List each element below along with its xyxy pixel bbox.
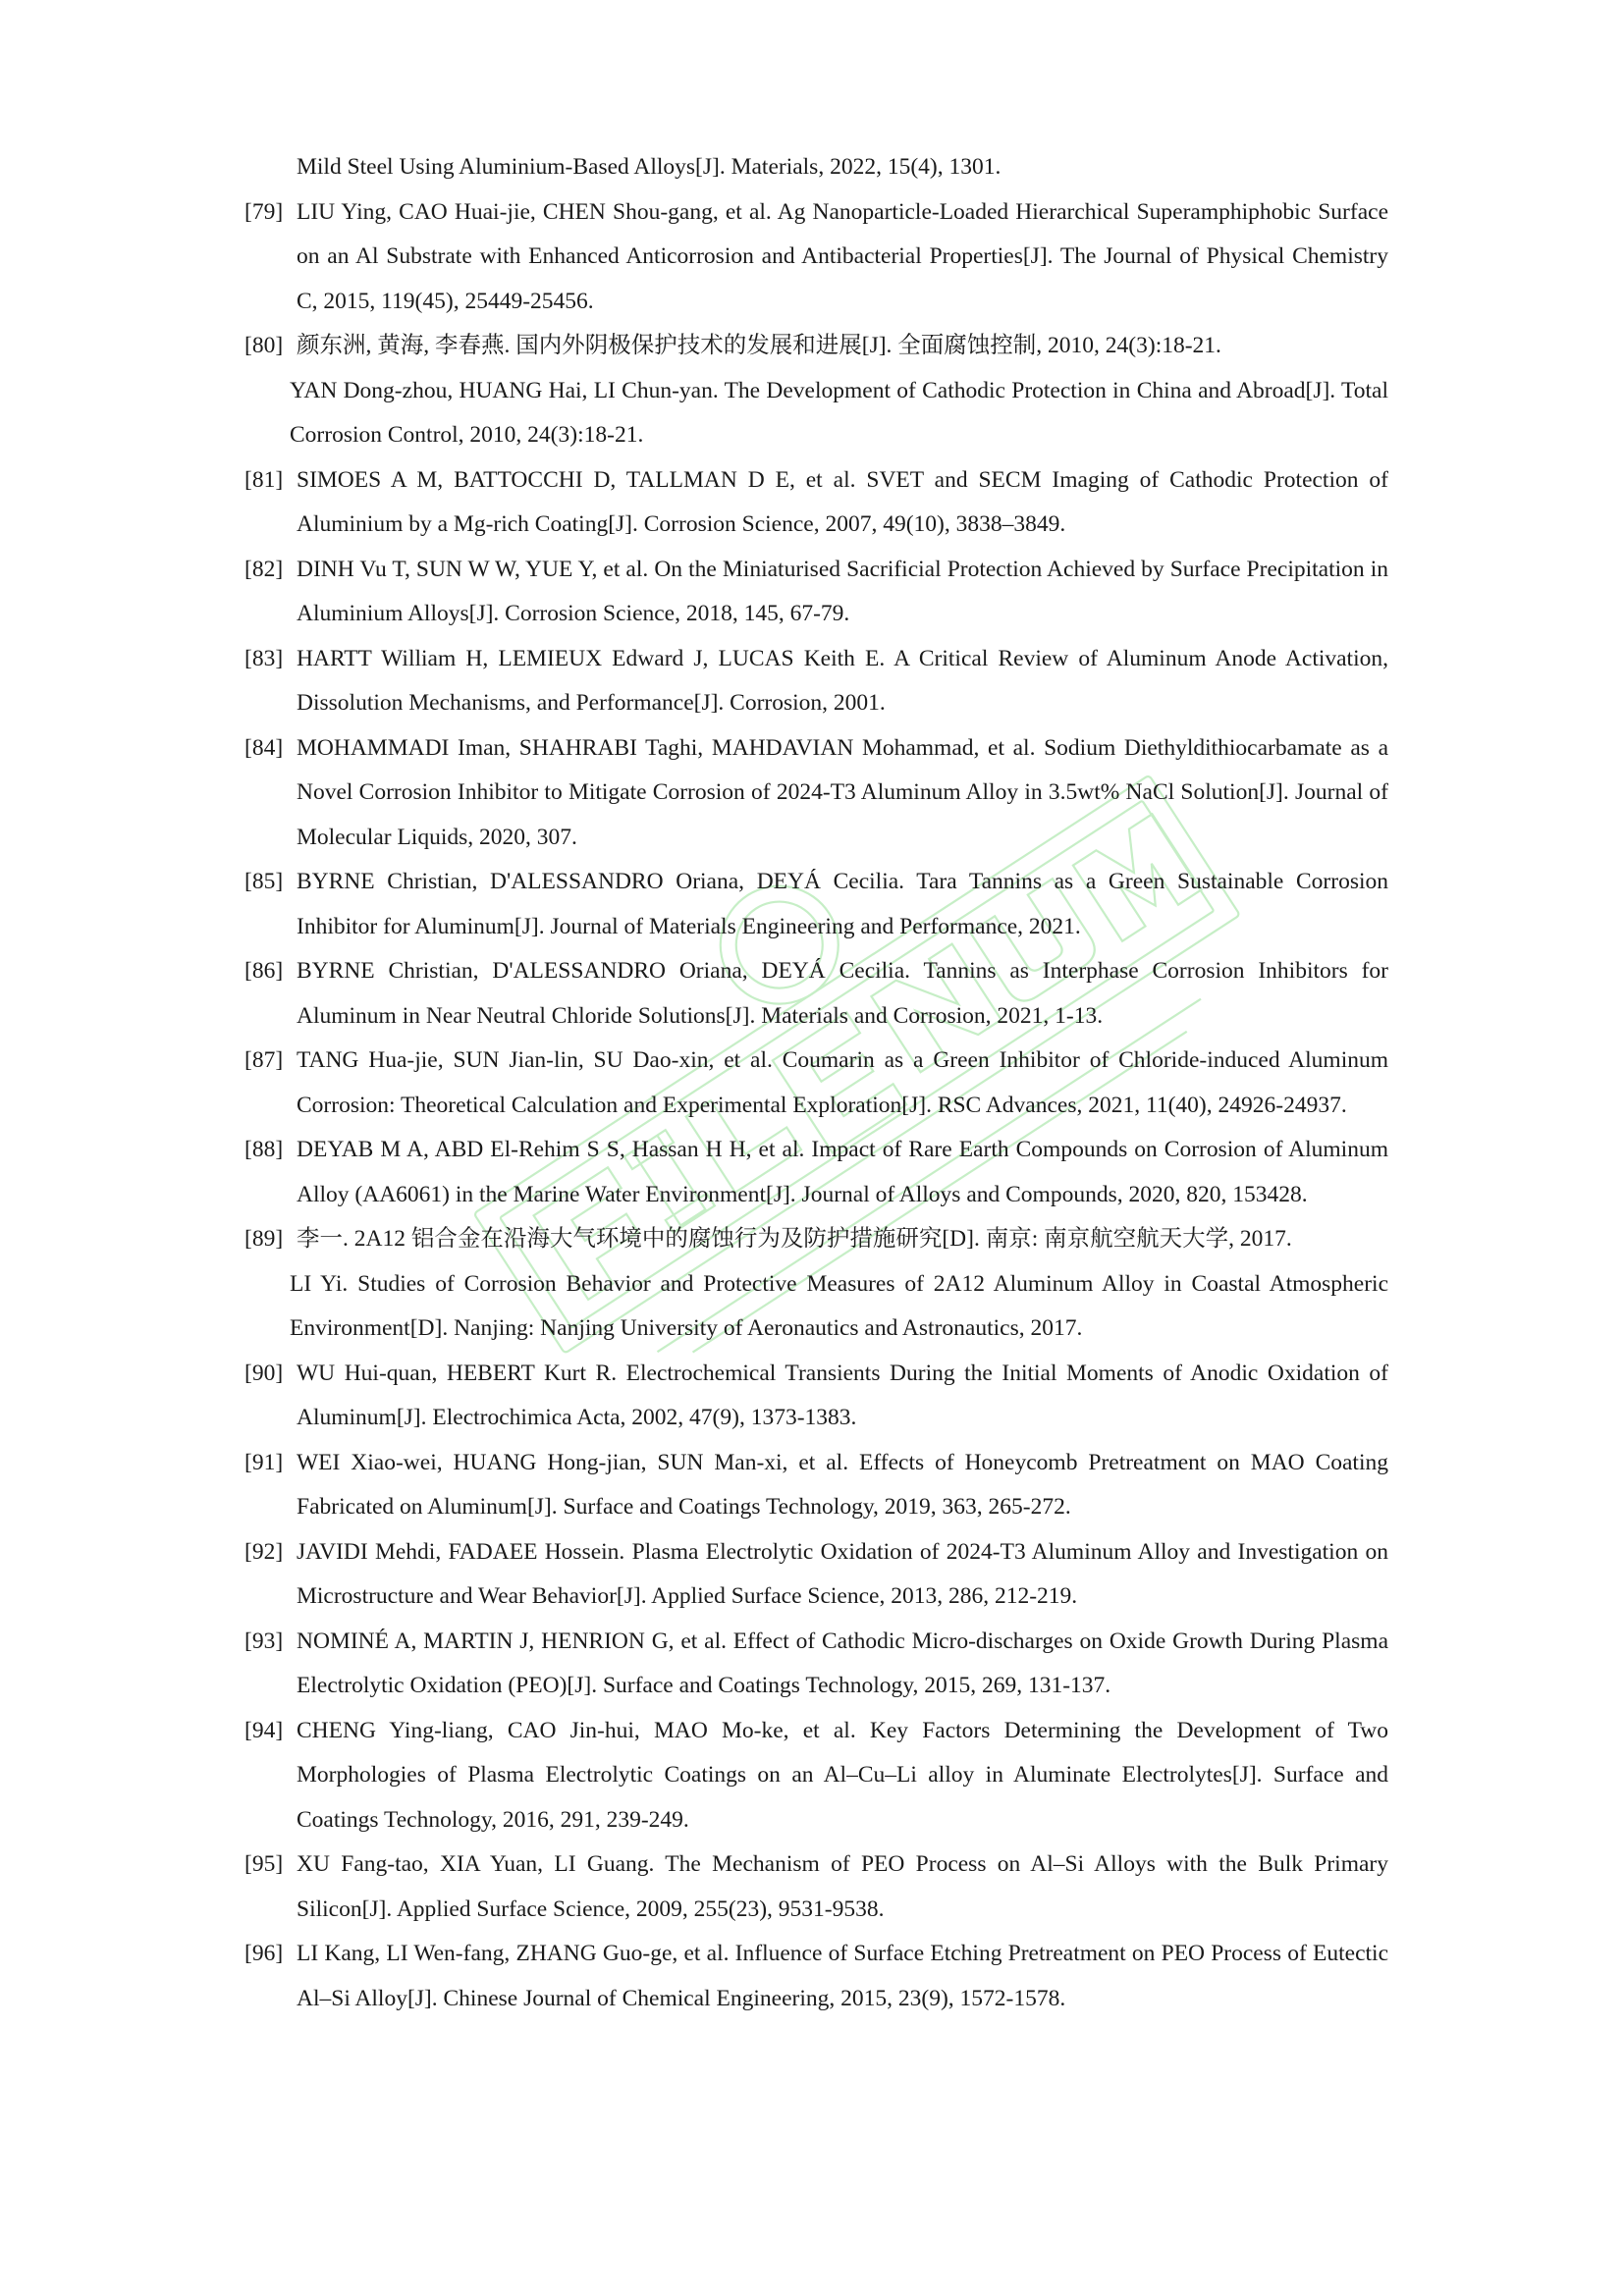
reference-text: DINH Vu T, SUN W W, YUE Y, et al. On the Miniaturised Sacrificial Protection Achieved by Surface Precipitation in Aluminium Alloys[J]. Corrosion Science, 2018, 145, 67-79. <box>297 556 1388 626</box>
reference-number: [89] <box>244 1226 284 1252</box>
reference-item <box>244 1620 1388 1709</box>
reference-number: [87] <box>244 1047 284 1073</box>
reference-text: NOMINÉ A, MARTIN J, HENRION G, et al. Effect of Cathodic Micro-discharges on Oxide Growth During Plasma Electrolytic Oxidation (PEO)[J]. Surface and Coatings Technology, 2015, 269, 131-137. <box>297 1628 1388 1698</box>
reference-continuation <box>244 145 1388 190</box>
reference-number: [83] <box>244 645 284 671</box>
reference-item <box>244 1530 1388 1620</box>
reference-item <box>244 458 1388 548</box>
reference-number: [94] <box>244 1717 284 1743</box>
reference-item <box>244 1039 1388 1128</box>
reference-item <box>244 860 1388 949</box>
reference-item <box>244 1352 1388 1441</box>
reference-text: CHENG Ying-liang, CAO Jin-hui, MAO Mo-ke, et al. Key Factors Determining the Development of Two Morphologies of Plasma Electrolytic Coatings on an Al–Cu–Li alloy in Aluminate Electrolytes[J]. Surface and Coatings Technology, 2016, 291, 239-249. <box>297 1717 1388 1833</box>
reference-number: [81] <box>244 466 284 493</box>
reference-text: MOHAMMADI Iman, SHAHRABI Taghi, MAHDAVIAN Mohammad, et al. Sodium Diethyldithiocarbamate as a Novel Corrosion Inhibitor to Mitigate Corrosion of 2024-T3 Aluminum Alloy in 3.5wt% NaCl Solution[J]. Journal of Molecular Liquids, 2020, 307. <box>297 734 1388 850</box>
reference-number: [82] <box>244 556 284 582</box>
reference-text: LIU Ying, CAO Huai-jie, CHEN Shou-gang, et al. Ag Nanoparticle-Loaded Hierarchical Superamphiphobic Surface on an Al Substrate with Enhanced Anticorrosion and Antibacterial Properties[J]. The Journal of Physical Chemistry C, 2015, 119(45), 25449-25456. <box>297 198 1388 314</box>
reference-translation: LI Yi. Studies of Corrosion Behavior and Protective Measures of 2A12 Aluminum Alloy in Coastal Atmospheric Environment[D]. Nanjing: Nanjing University of Aeronautics and Astronautics, 2017. <box>290 1270 1388 1341</box>
reference-number: [88] <box>244 1137 284 1162</box>
reference-text: Mild Steel Using Aluminium-Based Alloys[J]. Materials, 2022, 15(4), 1301. <box>297 154 1001 180</box>
reference-item <box>244 1128 1388 1217</box>
reference-text: XU Fang-tao, XIA Yuan, LI Guang. The Mechanism of PEO Process on Al–Si Alloys with the Bulk Primary Silicon[J]. Applied Surface Science, 2009, 255(23), 9531-9538. <box>297 1851 1388 1922</box>
reference-number: [86] <box>244 958 284 984</box>
reference-number: [79] <box>244 198 284 225</box>
reference-text: DEYAB M A, ABD El-Rehim S S, Hassan H H, et al. Impact of Rare Earth Compounds on Corrosion of Aluminum Alloy (AA6061) in the Marine Water Environment[J]. Journal of Alloys and Compounds, 2020, 820, 153428. <box>297 1137 1388 1207</box>
reference-number: [85] <box>244 869 284 894</box>
reference-text: JAVIDI Mehdi, FADAEE Hossein. Plasma Electrolytic Oxidation of 2024-T3 Aluminum Alloy and Investigation on Microstructure and Wear Behavior[J]. Applied Surface Science, 2013, 286, 212-219. <box>297 1538 1388 1609</box>
reference-item <box>244 548 1388 637</box>
reference-text: BYRNE Christian, D'ALESSANDRO Oriana, DEYÁ Cecilia. Tara Tannins as a Green Sustainable Corrosion Inhibitor for Aluminum[J]. Journal of Materials Engineering and Performance, 2021. <box>297 869 1388 939</box>
reference-number: [91] <box>244 1449 284 1475</box>
reference-list <box>244 145 1388 2021</box>
reference-item <box>244 324 1388 458</box>
reference-text: WEI Xiao-wei, HUANG Hong-jian, SUN Man-xi, et al. Effects of Honeycomb Pretreatment on MAO Coating Fabricated on Aluminum[J]. Surface and Coatings Technology, 2019, 363, 265-272. <box>297 1449 1388 1520</box>
reference-text: WU Hui-quan, HEBERT Kurt R. Electrochemical Transients During the Initial Moments of Anodic Oxidation of Aluminum[J]. Electrochimica Acta, 2002, 47(9), 1373-1383. <box>297 1360 1388 1430</box>
reference-item <box>244 1709 1388 1843</box>
reference-text: SIMOES A M, BATTOCCHI D, TALLMAN D E, et al. SVET and SECM Imaging of Cathodic Protection of Aluminium by a Mg-rich Coating[J]. Corrosion Science, 2007, 49(10), 3838–3849. <box>297 466 1388 537</box>
reference-number: [93] <box>244 1628 284 1654</box>
reference-item <box>244 949 1388 1039</box>
reference-translation: YAN Dong-zhou, HUANG Hai, LI Chun-yan. The Development of Cathodic Protection in China and Abroad[J]. Total Corrosion Control, 2010, 24(3):18-21. <box>290 377 1388 448</box>
reference-number: [96] <box>244 1941 284 1966</box>
reference-item <box>244 637 1388 726</box>
reference-item <box>244 726 1388 861</box>
reference-item <box>244 1441 1388 1530</box>
reference-item <box>244 1842 1388 1932</box>
reference-text: LI Kang, LI Wen-fang, ZHANG Guo-ge, et al. Influence of Surface Etching Pretreatment on PEO Process of Eutectic Al–Si Alloy[J]. Chinese Journal of Chemical Engineering, 2015, 23(9), 1572-1578. <box>297 1941 1388 2011</box>
reference-number: [95] <box>244 1851 284 1877</box>
reference-item <box>244 1217 1388 1352</box>
reference-text: 颜东洲, 黄海, 李春燕. 国内外阴极保护技术的发展和进展[J]. 全面腐蚀控制, 2010, 24(3):18-21. <box>297 333 1221 358</box>
reference-item <box>244 190 1388 325</box>
reference-text: BYRNE Christian, D'ALESSANDRO Oriana, DEYÁ Cecilia. Tannins as Interphase Corrosion Inhibitors for Aluminum in Near Neutral Chloride Solutions[J]. Materials and Corrosion, 2021, 1-13. <box>297 958 1388 1029</box>
reference-number: [90] <box>244 1360 284 1386</box>
reference-number: [92] <box>244 1538 284 1565</box>
reference-number: [84] <box>244 734 284 761</box>
reference-number: [80] <box>244 333 284 358</box>
reference-text: TANG Hua-jie, SUN Jian-lin, SU Dao-xin, et al. Coumarin as a Green Inhibitor of Chloride-induced Aluminum Corrosion: Theoretical Calculation and Experimental Exploration[J]. RSC Advances, 2021, 11(40), 24926-24937. <box>297 1047 1388 1118</box>
reference-item <box>244 1932 1388 2021</box>
reference-text: HARTT William H, LEMIEUX Edward J, LUCAS Keith E. A Critical Review of Aluminum Anode Activation, Dissolution Mechanisms, and Performance[J]. Corrosion, 2001. <box>297 645 1388 716</box>
reference-text: 李一. 2A12 铝合金在沿海大气环境中的腐蚀行为及防护措施研究[D]. 南京: 南京航空航天大学, 2017. <box>297 1226 1292 1252</box>
